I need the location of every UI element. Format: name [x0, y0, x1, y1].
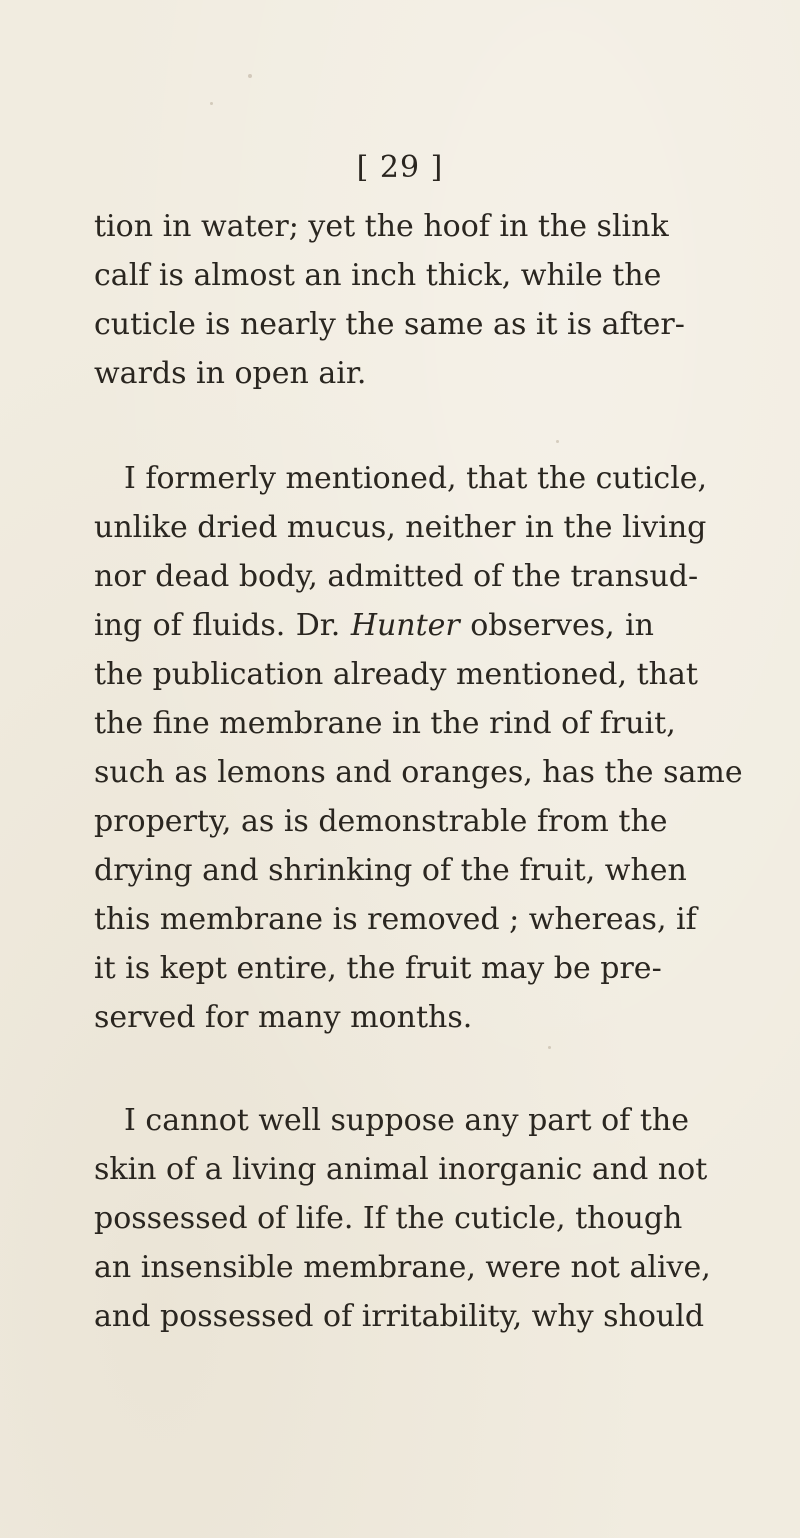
text-line: the publication already mentioned, that: [94, 657, 698, 692]
paper-speck: [210, 102, 213, 105]
text-line: property, as is demonstrable from the: [94, 804, 668, 839]
text-line: wards in open air.: [94, 356, 367, 391]
text-line: possessed of life. If the cuticle, though: [94, 1201, 683, 1236]
text-line: this membrane is removed ; whereas, if: [94, 902, 697, 937]
text-line: tion in water; yet the hoof in the slink: [94, 209, 669, 244]
text-line: an insensible membrane, were not alive,: [94, 1250, 711, 1285]
italic-name-hunter: Hunter: [350, 608, 460, 643]
paragraph-2: [94, 454, 743, 1042]
text-line: I formerly mentioned, that the cuticle,: [124, 461, 708, 496]
text-line: I cannot well suppose any part of the: [124, 1103, 689, 1138]
paragraph-3: [94, 1096, 711, 1341]
paper-speck: [556, 440, 559, 443]
text-line: cuticle is nearly the same as it is after-: [94, 307, 685, 342]
text-line: skin of a living animal inorganic and not: [94, 1152, 708, 1187]
text-line: and possessed of irritability, why should: [94, 1299, 705, 1334]
paper-speck: [306, 574, 310, 577]
text-line: drying and shrinking of the fruit, when: [94, 853, 687, 888]
text-line: calf is almost an inch thick, while the: [94, 258, 662, 293]
paper-speck: [548, 1046, 551, 1049]
page-number-header: [ 29 ]: [356, 150, 444, 185]
text-segment: ing of fluids. Dr.: [94, 608, 351, 643]
text-line: nor dead body, admitted of the transud-: [94, 559, 699, 594]
text-line-with-italic: [94, 601, 654, 650]
text-line: served for many months.: [94, 1000, 473, 1035]
text-line: unlike dried mucus, neither in the living: [94, 510, 707, 545]
text-line: the fine membrane in the rind of fruit,: [94, 706, 676, 741]
paragraph-1: [94, 202, 685, 398]
text-line: such as lemons and oranges, has the same: [94, 755, 743, 790]
text-line: it is kept entire, the fruit may be pre-: [94, 951, 662, 986]
text-segment: observes, in: [459, 608, 654, 643]
paper-speck: [248, 74, 252, 78]
